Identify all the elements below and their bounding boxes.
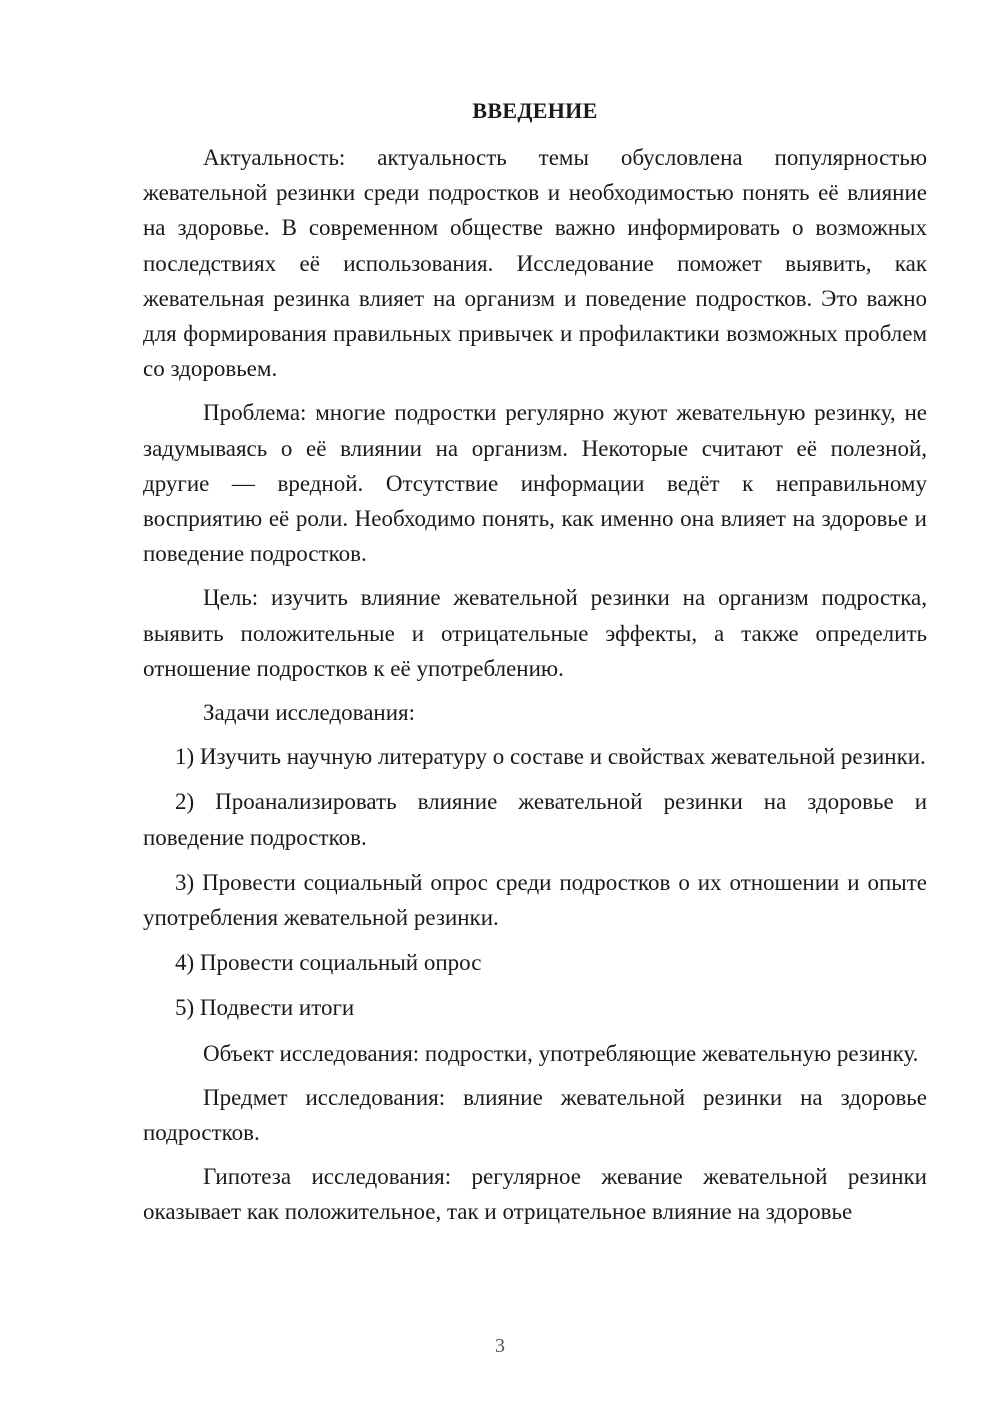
page-number: 3 [495, 1335, 505, 1357]
paragraph-problem: Проблема: многие подростки регулярно жуют жевательную резинку, не задумываясь о её влиянии на организм. Некоторые считают её полезной, другие — вредной. Отсутствие информации ведёт к неправильному восприятию её роли. Необходимо понять, как именно она влияет на здоровье и поведение подростков. [143, 400, 927, 567]
task-item: 2) Проанализировать влияние жевательной резинки на здоровье и поведение подростков. [143, 789, 927, 850]
paragraph-object: Объект исследования: подростки, употребляющие жевательную резинку. [203, 1040, 919, 1066]
task-item: 5) Подвести итоги [175, 995, 355, 1021]
section-title: ВВЕДЕНИЕ [472, 98, 598, 123]
task-item: 1) Изучить научную литературу о составе и свойствах жевательной резинки. [175, 744, 926, 770]
task-item: 3) Провести социальный опрос среди подростков о их отношении и опыте употребления жевательной резинки. [143, 869, 927, 931]
paragraph-tasks-heading: Задачи исследования: [203, 700, 416, 726]
paragraph-relevance: Актуальность: актуальность темы обусловлена популярностью жевательной резинки среди подростков и необходимостью понять её влияние на здоровье. В современном обществе важно информировать о возможных последствиях её использования. Исследование поможет выявить, как жевательная резинка влияет на организм и поведение подростков. Это важно для формирования правильных привычек и профилактики возможных проблем со здоровьем. [143, 145, 927, 382]
page-content [143, 96, 927, 1230]
paragraph-goal: Цель: изучить влияние жевательной резинки на организм подростка, выявить положительные и отрицательные эффекты, а также определить отношение подростков к её употреблению. [143, 585, 927, 681]
paragraph-hypothesis: Гипотеза исследования: регулярное жевание жевательной резинки оказывает как положительное, так и отрицательное влияние на здоровье [143, 1164, 927, 1225]
paragraph-subject: Предмет исследования: влияние жевательной резинки на здоровье подростков. [143, 1084, 927, 1146]
task-item: 4) Провести социальный опрос [175, 950, 482, 976]
